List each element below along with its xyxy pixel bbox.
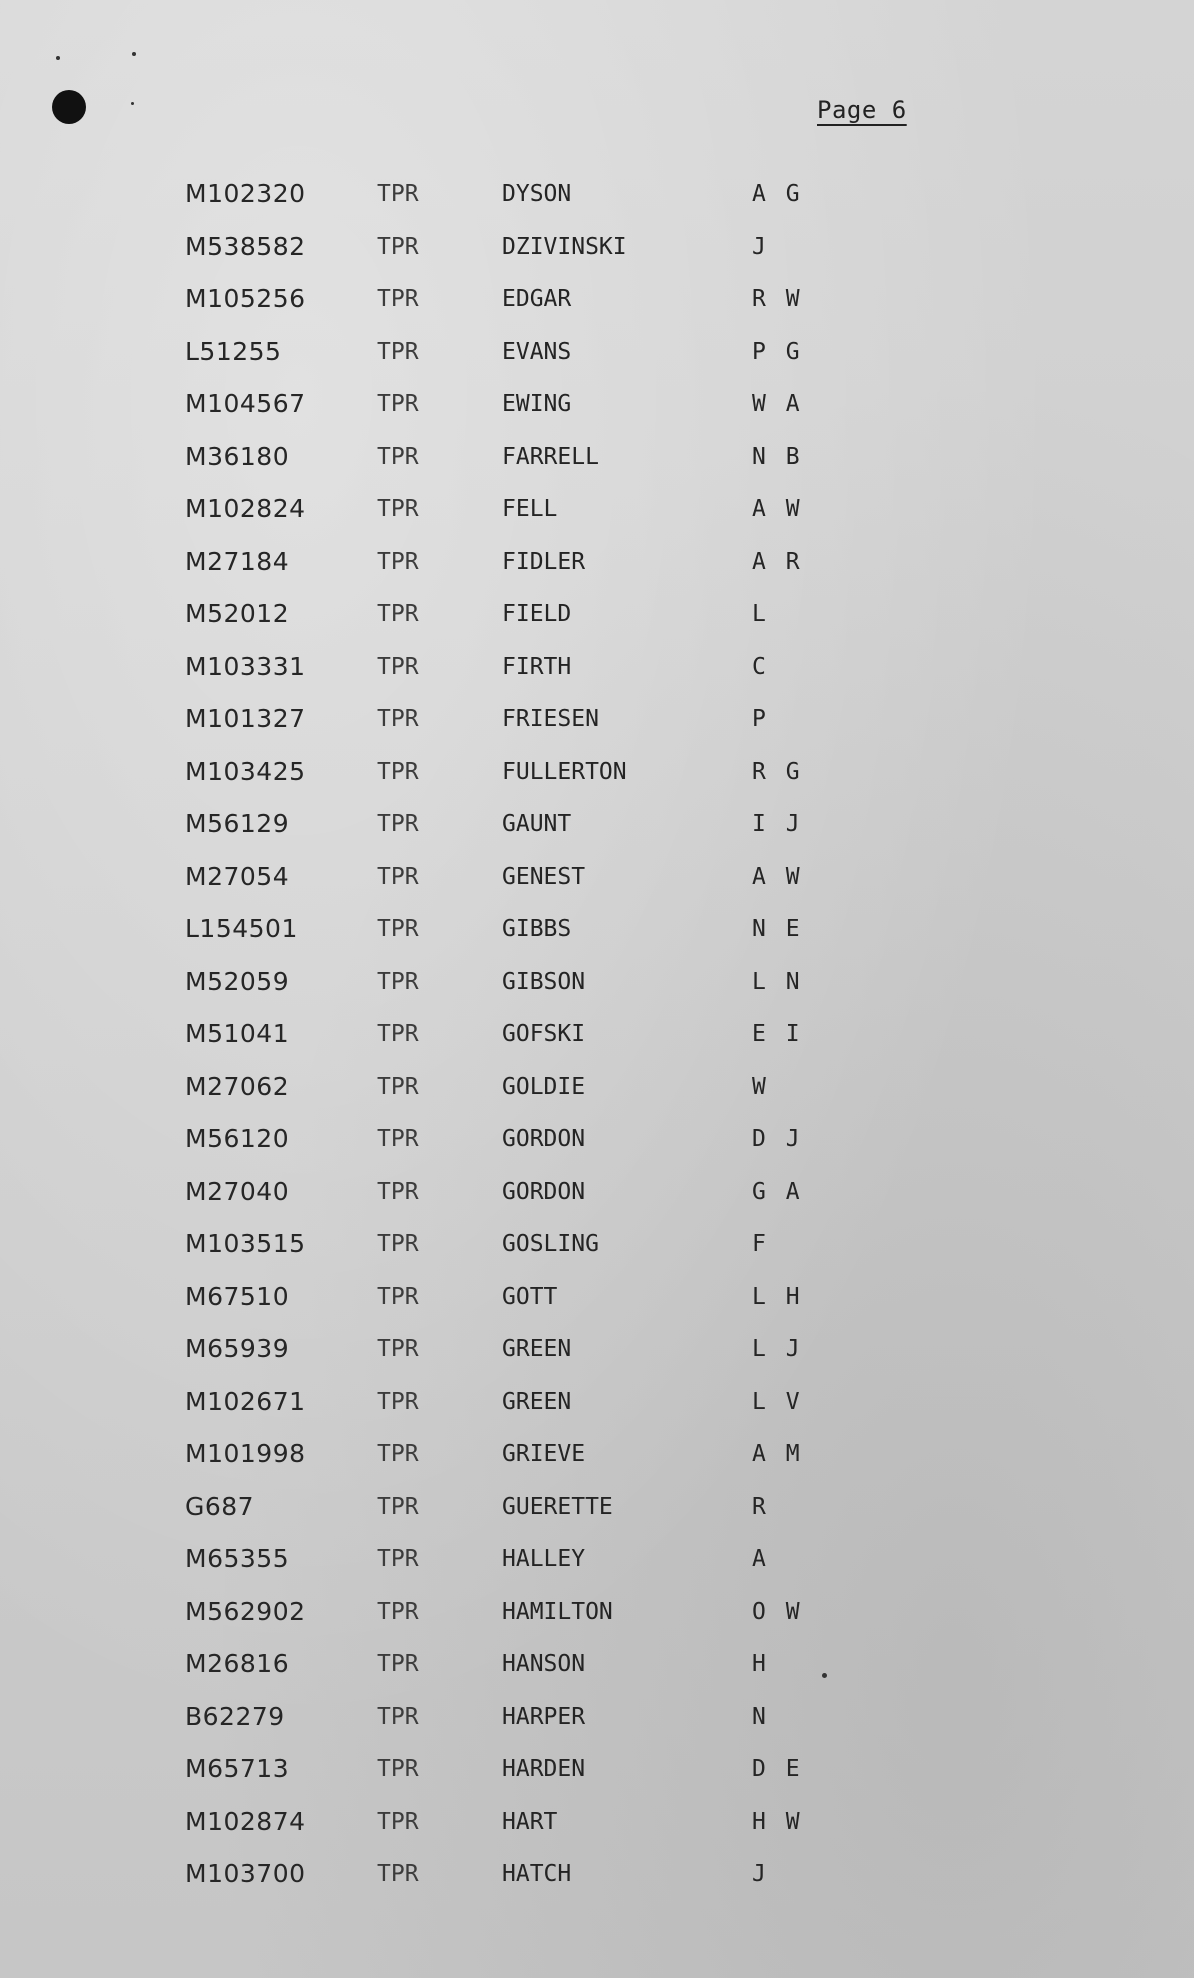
rank: TPR (377, 1598, 419, 1625)
roster-row (185, 227, 825, 280)
surname: GORDON (502, 1178, 586, 1205)
service-number: M104567 (185, 389, 306, 418)
rank: TPR (377, 1336, 419, 1362)
surname: EDGAR (502, 286, 572, 312)
roster-row (185, 384, 825, 437)
roster-row (185, 1697, 825, 1750)
roster-row (185, 1592, 825, 1645)
roster-row (185, 437, 825, 490)
roster-row (185, 1644, 825, 1697)
rank: TPR (377, 968, 419, 995)
initials: R W (752, 286, 800, 312)
service-number: M101327 (185, 704, 306, 733)
surname: FIDLER (502, 548, 586, 575)
roster-row (185, 699, 825, 752)
rank: TPR (377, 1703, 419, 1730)
rank: TPR (377, 1808, 419, 1835)
surname: HALLEY (502, 1546, 586, 1572)
surname: FIRTH (502, 653, 572, 680)
service-number: M52059 (185, 966, 290, 996)
service-number: M65939 (185, 1334, 290, 1363)
rank: TPR (377, 496, 419, 522)
initials: E I (752, 1021, 800, 1047)
roster-row (185, 1224, 825, 1277)
rank: TPR (377, 916, 419, 942)
service-number: M103515 (185, 1229, 306, 1258)
initials: L V (752, 1388, 800, 1415)
surname: HANSON (502, 1651, 586, 1677)
roster-row (185, 332, 825, 385)
roster-row (185, 1172, 825, 1225)
rank: TPR (377, 391, 419, 417)
service-number: M105256 (185, 284, 306, 313)
surname: FRIESEN (502, 706, 599, 732)
surname: GOLDIE (502, 1073, 586, 1100)
surname: DYSON (502, 181, 572, 207)
rank: TPR (377, 863, 419, 890)
roster-row (185, 279, 825, 332)
ink-speck (131, 102, 134, 105)
roster-row (185, 804, 825, 857)
roster-row (185, 1329, 825, 1382)
rank: TPR (377, 1546, 419, 1572)
roster-row (185, 489, 825, 542)
initials: J (752, 1861, 766, 1887)
initials: D E (752, 1756, 800, 1782)
initials: J (752, 233, 766, 260)
roster-row (185, 594, 825, 647)
surname: GRIEVE (502, 1441, 586, 1467)
rank: TPR (377, 653, 419, 680)
personnel-roster (185, 174, 825, 1907)
surname: HATCH (502, 1861, 572, 1887)
surname: EWING (502, 391, 572, 417)
roster-row (185, 542, 825, 595)
rank: TPR (377, 1651, 419, 1677)
roster-row (185, 1277, 825, 1330)
rank: TPR (377, 233, 419, 260)
rank: TPR (377, 338, 419, 365)
surname: FELL (502, 496, 558, 522)
service-number: M51041 (185, 1019, 290, 1048)
rank: TPR (377, 1441, 419, 1467)
rank: TPR (377, 548, 419, 575)
service-number: M103700 (185, 1859, 306, 1888)
initials: N E (752, 916, 800, 942)
roster-row (185, 909, 825, 962)
surname: FULLERTON (502, 758, 627, 785)
initials: A R (752, 548, 800, 575)
initials: D J (752, 1126, 800, 1152)
roster-row (185, 752, 825, 805)
initials: I J (752, 811, 800, 837)
surname: FIELD (502, 601, 572, 627)
initials: O W (752, 1598, 800, 1625)
roster-row (185, 1014, 825, 1067)
rank: TPR (377, 601, 419, 627)
surname: EVANS (502, 338, 572, 365)
rank: TPR (377, 286, 419, 312)
punch-hole (52, 90, 86, 124)
rank: TPR (377, 1231, 419, 1257)
initials: L N (752, 968, 800, 995)
rank: TPR (377, 1021, 419, 1047)
roster-row (185, 174, 825, 227)
rank: TPR (377, 443, 419, 470)
surname: HARDEN (502, 1756, 586, 1782)
service-number: M102824 (185, 494, 306, 523)
surname: GOTT (502, 1283, 558, 1310)
service-number: M27184 (185, 546, 290, 576)
roster-row (185, 1119, 825, 1172)
service-number: M65355 (185, 1544, 290, 1573)
service-number: M27054 (185, 861, 290, 891)
surname: GREEN (502, 1388, 572, 1415)
service-number: M538582 (185, 231, 306, 261)
initials: R (752, 1493, 766, 1520)
initials: H W (752, 1808, 800, 1835)
initials: P G (752, 338, 800, 365)
roster-row (185, 1854, 825, 1907)
service-number: M27040 (185, 1176, 290, 1206)
service-number: M102874 (185, 1806, 306, 1836)
initials: F (752, 1231, 766, 1257)
initials: W A (752, 391, 800, 417)
roster-row (185, 857, 825, 910)
initials: R G (752, 758, 800, 785)
service-number: M52012 (185, 599, 290, 628)
roster-row (185, 1067, 825, 1120)
surname: HAMILTON (502, 1598, 613, 1625)
surname: GOSLING (502, 1231, 599, 1257)
initials: L (752, 601, 766, 627)
initials: A M (752, 1441, 800, 1467)
initials: A (752, 1546, 766, 1572)
surname: DZIVINSKI (502, 233, 627, 260)
roster-row (185, 1749, 825, 1802)
roster-row (185, 647, 825, 700)
service-number: M101998 (185, 1439, 306, 1468)
surname: HART (502, 1808, 558, 1835)
initials: A W (752, 863, 800, 890)
rank: TPR (377, 811, 419, 837)
service-number: M27062 (185, 1071, 290, 1101)
surname: HARPER (502, 1703, 586, 1730)
service-number: M67510 (185, 1281, 290, 1311)
service-number: M102671 (185, 1386, 306, 1416)
service-number: M102320 (185, 179, 306, 208)
service-number: M103331 (185, 651, 306, 681)
service-number: G687 (185, 1491, 255, 1521)
service-number: M56129 (185, 809, 290, 838)
initials: A W (752, 496, 800, 522)
roster-row (185, 1802, 825, 1855)
service-number: L51255 (185, 336, 282, 366)
initials: N B (752, 443, 800, 470)
initials: H (752, 1651, 766, 1677)
surname: FARRELL (502, 443, 599, 470)
initials: W (752, 1073, 766, 1100)
rank: TPR (377, 1283, 419, 1310)
surname: GOFSKI (502, 1021, 586, 1047)
service-number: M26816 (185, 1649, 290, 1678)
service-number: M36180 (185, 441, 290, 471)
surname: GAUNT (502, 811, 572, 837)
service-number: B62279 (185, 1701, 285, 1731)
initials: L H (752, 1283, 800, 1310)
initials: C (752, 653, 766, 680)
roster-row (185, 1487, 825, 1540)
service-number: M65713 (185, 1754, 290, 1783)
initials: P (752, 706, 766, 732)
initials: N (752, 1703, 766, 1730)
surname: GIBSON (502, 968, 586, 995)
ink-speck (56, 56, 60, 60)
rank: TPR (377, 1178, 419, 1205)
surname: GREEN (502, 1336, 572, 1362)
rank: TPR (377, 1073, 419, 1100)
rank: TPR (377, 758, 419, 785)
rank: TPR (377, 181, 419, 207)
rank: TPR (377, 1756, 419, 1782)
rank: TPR (377, 1861, 419, 1887)
rank: TPR (377, 1493, 419, 1520)
roster-row (185, 1382, 825, 1435)
ink-speck (132, 52, 136, 56)
roster-row (185, 1539, 825, 1592)
initials: A G (752, 181, 800, 207)
initials: L J (752, 1336, 800, 1362)
service-number: M103425 (185, 756, 306, 786)
roster-row (185, 962, 825, 1015)
initials: G A (752, 1178, 800, 1205)
rank: TPR (377, 1388, 419, 1415)
surname: GIBBS (502, 916, 572, 942)
service-number: M562902 (185, 1596, 306, 1626)
service-number: M56120 (185, 1124, 290, 1153)
service-number: L154501 (185, 914, 298, 943)
surname: GUERETTE (502, 1493, 613, 1520)
rank: TPR (377, 1126, 419, 1152)
surname: GORDON (502, 1126, 586, 1152)
surname: GENEST (502, 863, 586, 890)
rank: TPR (377, 706, 419, 732)
roster-row (185, 1434, 825, 1487)
page-number: Page 6 (817, 96, 907, 124)
